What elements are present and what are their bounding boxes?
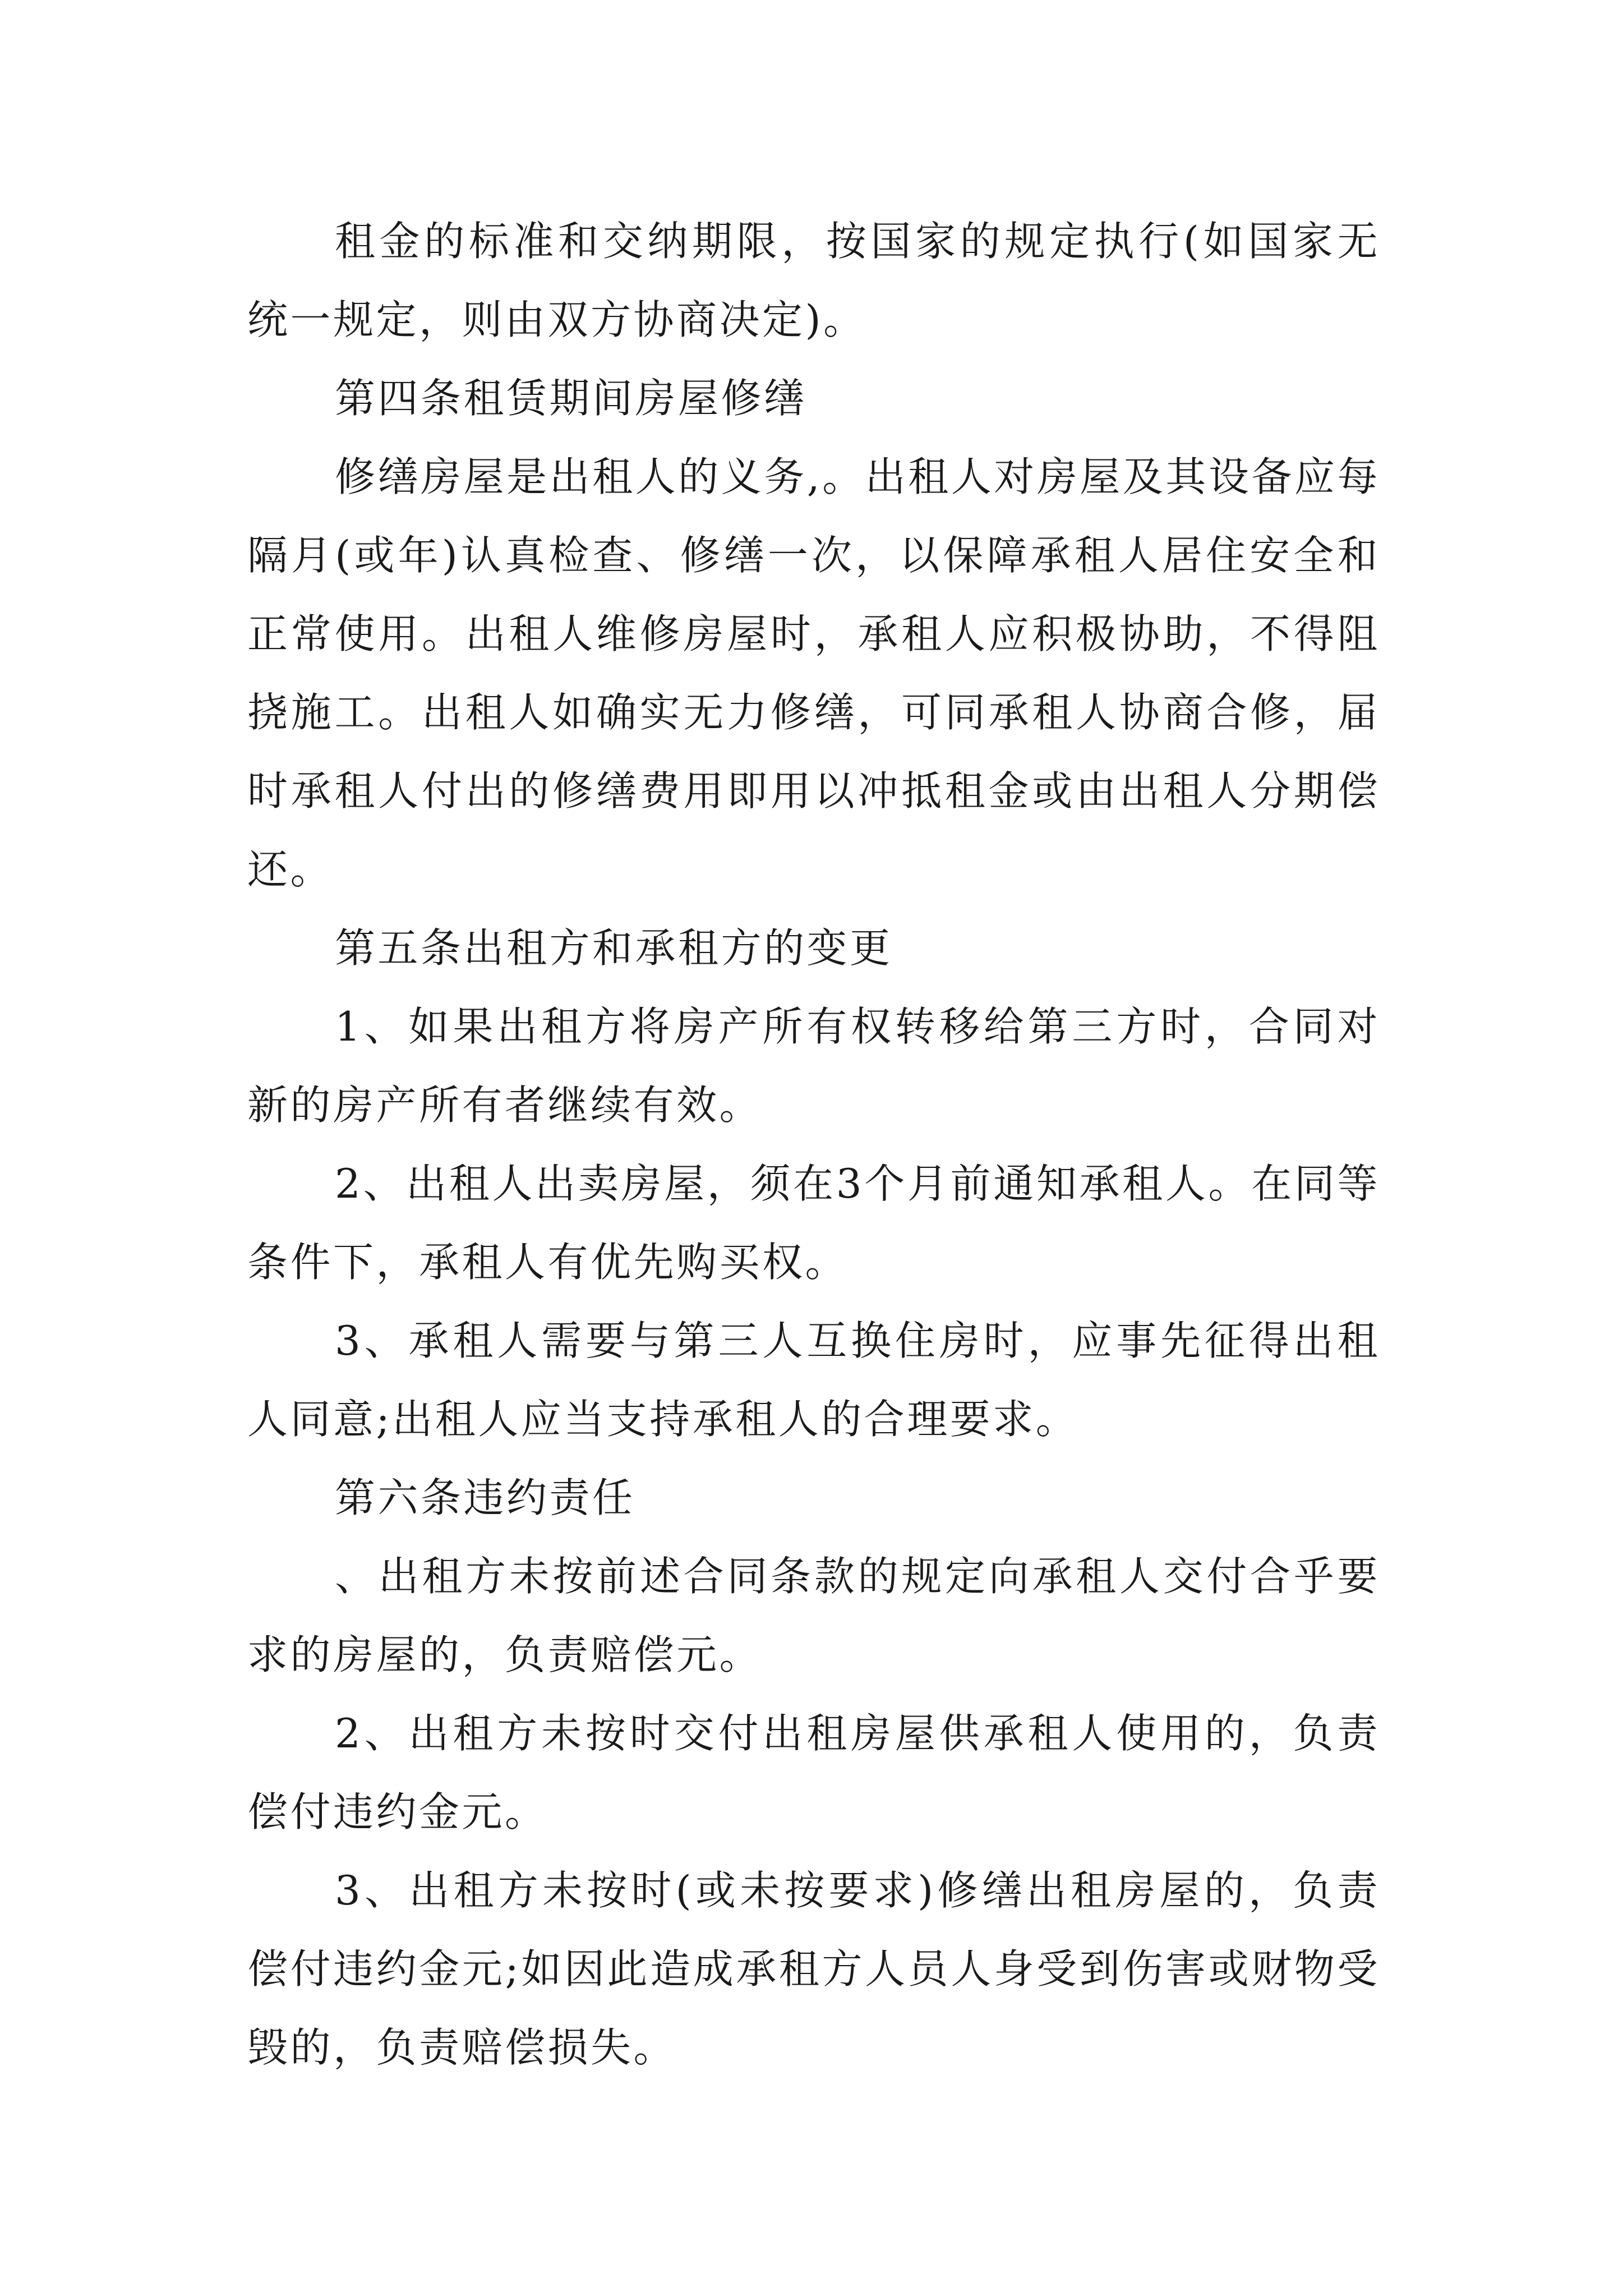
document-body xyxy=(247,202,1380,2087)
paragraph-liability-3: 3、出租方未按时(或未按要求)修缮出租房屋的，负责偿付违约金元;如因此造成承租方人员人身受到伤害或财物受毁的，负责赔偿损失。 xyxy=(247,1867,1380,2071)
heading-article-6: 第六条违约责任 xyxy=(335,1474,635,1521)
paragraph-change-3: 3、承租人需要与第三人互换住房时，应事先征得出租人同意;出租人应当支持承租人的合理要求。 xyxy=(247,1317,1380,1443)
paragraph-rent-standard: 租金的标准和交纳期限，按国家的规定执行(如国家无统一规定，则由双方协商决定)。 xyxy=(247,218,1380,343)
paragraph-repair-duty: 修缮房屋是出租人的义务,。出租人对房屋及其设备应每隔月(或年)认真检查、修缮一次，以保障承租人居住安全和正常使用。出租人维修房屋时，承租人应积极协助，不得阻挠施工。出租人如确实无力修缮，可同承租人协商合修，届时承租人付出的修缮费用即用以冲抵租金或由出租人分期偿还。 xyxy=(247,453,1380,893)
paragraph-liability-1: 、出租方未按前述合同条款的规定向承租人交付合乎要求的房屋的，负责赔偿元。 xyxy=(247,1553,1380,1678)
paragraph-change-2: 2、出租人出卖房屋，须在3个月前通知承租人。在同等条件下，承租人有优先购买权。 xyxy=(247,1160,1380,1286)
paragraph-liability-2: 2、出租方未按时交付出租房屋供承租人使用的，负责偿付违约金元。 xyxy=(247,1710,1380,1835)
heading-article-4: 第四条租赁期间房屋修缮 xyxy=(335,375,807,422)
paragraph-change-1: 1、如果出租方将房产所有权转移给第三方时，合同对新的房产所有者继续有效。 xyxy=(247,1003,1380,1129)
heading-article-5: 第五条出租方和承租方的变更 xyxy=(335,924,893,972)
